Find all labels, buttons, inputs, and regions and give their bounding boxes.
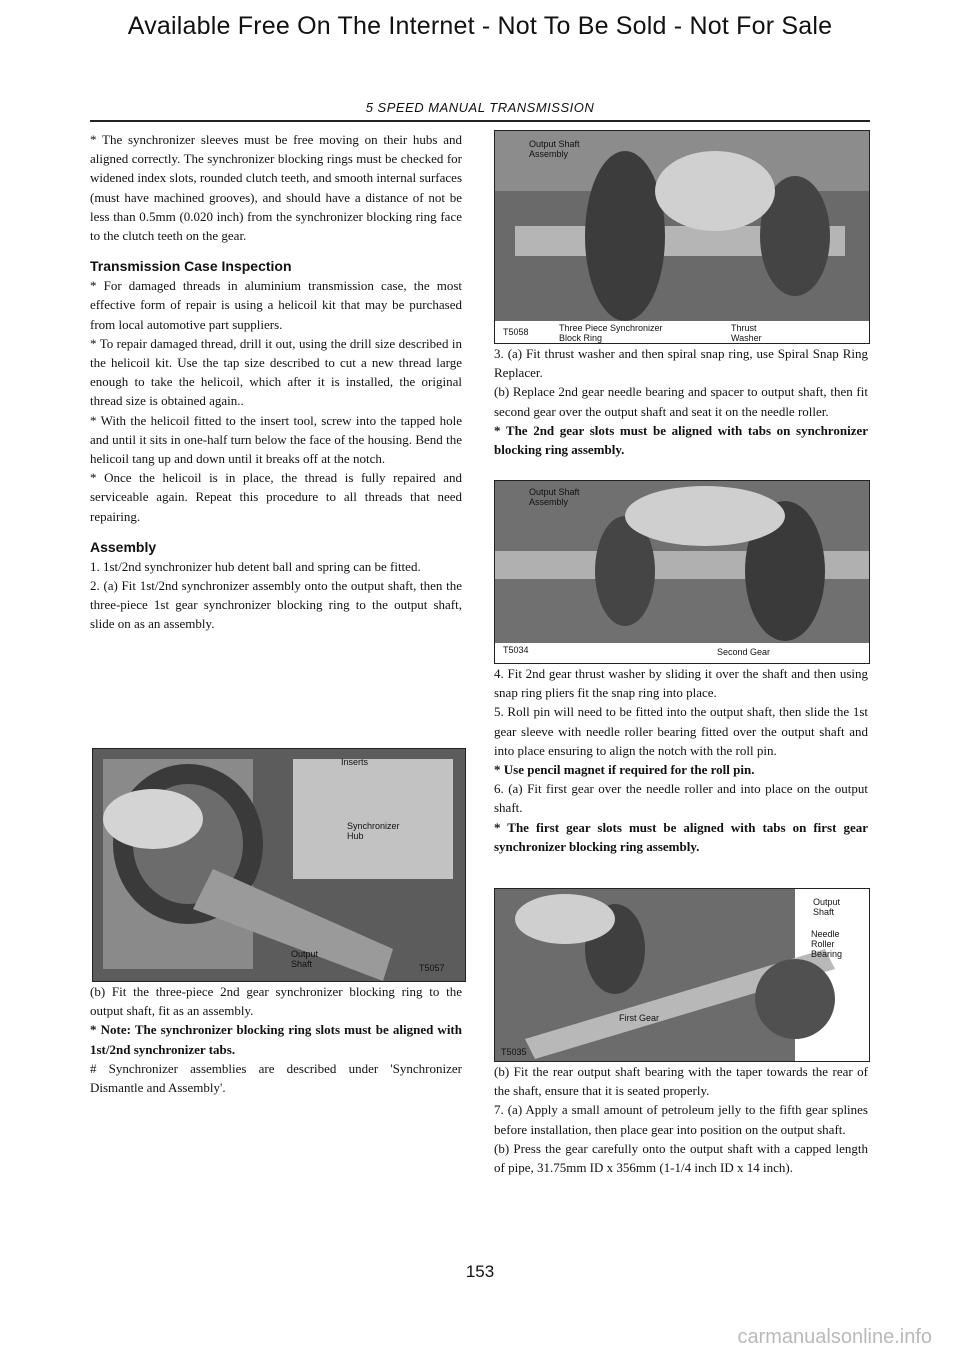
- label-thrust-washer: Thrust Washer: [731, 323, 762, 343]
- note-2nd-gear-slots: * The 2nd gear slots must be aligned with tabs on synchronizer blocking ring assembly.: [494, 422, 868, 458]
- figure-output-shaft-assembly: [494, 130, 870, 344]
- running-head: 5 SPEED MANUAL TRANSMISSION: [365, 100, 595, 115]
- paragraph-helicoil-1: * For damaged threads in aluminium transmission case, the most effective form of repair is using a helicoil kit that may be purchased from local automotive part suppliers.: [90, 278, 462, 332]
- right-column-middle: [494, 664, 868, 856]
- paragraph-sleeves: * The synchronizer sleeves must be free moving on their hubs and aligned correctly. The synchronizer blocking rings must be checked for widened index slots, rounded clutch teeth, and smooth internal surfaces (must have machined grooves), and should have a distance of not be less than 0.5mm (0.020 inch) from the synchronizer blocking ring face to the clutch teeth on the gear.: [90, 132, 462, 244]
- right-column-bottom: [494, 1062, 868, 1177]
- step-7b: (b) Press the gear carefully onto the output shaft with a capped length of pipe, 31.75mm ID x 356mm (1-1/4 inch ID x 14 inch).: [494, 1140, 868, 1176]
- step-6b: (b) Fit the rear output shaft bearing with the taper towards the rear of the shaft, ensure that it is seated properly.: [494, 1064, 868, 1099]
- left-column-bottom: [90, 982, 462, 1097]
- note-first-gear-slots: * The first gear slots must be aligned with tabs on first gear synchronizer blocking ring assembly.: [494, 819, 868, 854]
- note-blocking-ring: * Note: The synchronizer blocking ring slots must be aligned with 1st/2nd synchronizer tabs.: [90, 1022, 462, 1057]
- step-5: 5. Roll pin will need to be fitted into the output shaft, then slide the 1st gear sleeve with needle roller bearing fitted over the output shaft and into place ensuring to align the notch with the roll pin.: [494, 704, 868, 758]
- photo-output-shaft-assembly: [495, 131, 869, 343]
- heading-assembly: Assembly: [90, 538, 157, 555]
- note-pencil-magnet: * Use pencil magnet if required for the roll pin.: [494, 762, 755, 778]
- paragraph-helicoil-4: * Once the helicoil is in place, the thread is fully repaired and serviceable again. Repeat this procedure to all threads that need repairing.: [90, 470, 462, 524]
- paragraph-helicoil-2: * To repair damaged thread, drill it out, using the drill size described in the helicoil kit. Use the tap size described to cut a new thread large enough to take the helicoil, which after it is installed, the original thread size is obtained again..: [90, 335, 462, 409]
- figure-code: T5058: [503, 327, 529, 337]
- label-inserts: Inserts: [341, 757, 369, 767]
- label-output-shaft: Output Shaft: [813, 897, 841, 917]
- paragraph-helicoil-3: * With the helicoil fitted to the insert tool, screw into the tapped hole and until it sits in one-half turn below the face of the housing. Bend the helicoil tang up and down until it breaks off at the notch.: [90, 412, 462, 467]
- heading-case-inspection: Transmission Case Inspection: [90, 258, 292, 275]
- step-3a: 3. (a) Fit thrust washer and then spiral snap ring, use Spiral Snap Ring Replacer.: [494, 346, 868, 381]
- label-output-shaft-assembly: Output Shaft Assembly: [529, 487, 580, 507]
- label-second-gear: Second Gear: [717, 647, 771, 657]
- photo-second-gear: [495, 481, 869, 663]
- figure-first-gear: [494, 888, 870, 1062]
- step-6a: 6. (a) Fit first gear over the needle roller and into place on the output shaft.: [494, 781, 868, 816]
- step-4: 4. Fit 2nd gear thrust washer by sliding it over the shaft and then using snap ring pliers fit the snap ring into place.: [494, 666, 868, 701]
- step-7a: 7. (a) Apply a small amount of petroleum jelly to the fifth gear splines before installation, then place gear into position on the output shaft.: [494, 1102, 868, 1137]
- label-needle-roller-bearing: Needle Roller Bearing: [811, 929, 843, 959]
- left-column-top: [90, 130, 462, 634]
- figure-synchronizer-hub: [92, 748, 466, 982]
- photo-synchronizer-hub: [93, 749, 465, 981]
- page-number: 153: [465, 1262, 495, 1281]
- label-synchronizer-hub: Synchronizer Hub: [347, 821, 400, 841]
- right-column-top: [494, 344, 868, 459]
- step-3b: (b) Replace 2nd gear needle bearing and spacer to output shaft, then fit second gear over the output shaft and seat it on the needle roller.: [494, 384, 868, 419]
- figure-code: T5035: [501, 1047, 527, 1057]
- label-first-gear: First Gear: [619, 1013, 660, 1023]
- step-2a: 2. (a) Fit 1st/2nd synchronizer assembly onto the output shaft, then the three-piece 1st gear synchronizer blocking ring to the output shaft, slide on as an assembly.: [90, 578, 462, 632]
- note-synchronizer-assemblies: # Synchronizer assemblies are described under 'Synchronizer Dismantle and Assembly'.: [90, 1060, 462, 1096]
- availability-banner: Available Free On The Internet - Not To Be Sold - Not For Sale: [127, 12, 833, 40]
- label-output-shaft: Output Shaft: [291, 949, 319, 969]
- header-rule: [90, 120, 870, 122]
- label-block-ring: Three Piece Synchronizer Block Ring: [559, 323, 663, 343]
- watermark-footer: carmanualsonline.info: [737, 1326, 932, 1348]
- label-output-shaft-assembly: Output Shaft Assembly: [529, 139, 580, 159]
- figure-code: T5034: [503, 645, 529, 655]
- step-2b: (b) Fit the three-piece 2nd gear synchronizer blocking ring to the output shaft, fit as an assembly.: [90, 984, 462, 1019]
- figure-second-gear: [494, 480, 870, 664]
- figure-code: T5057: [419, 963, 445, 973]
- step-1: 1. 1st/2nd synchronizer hub detent ball and spring can be fitted.: [90, 558, 421, 574]
